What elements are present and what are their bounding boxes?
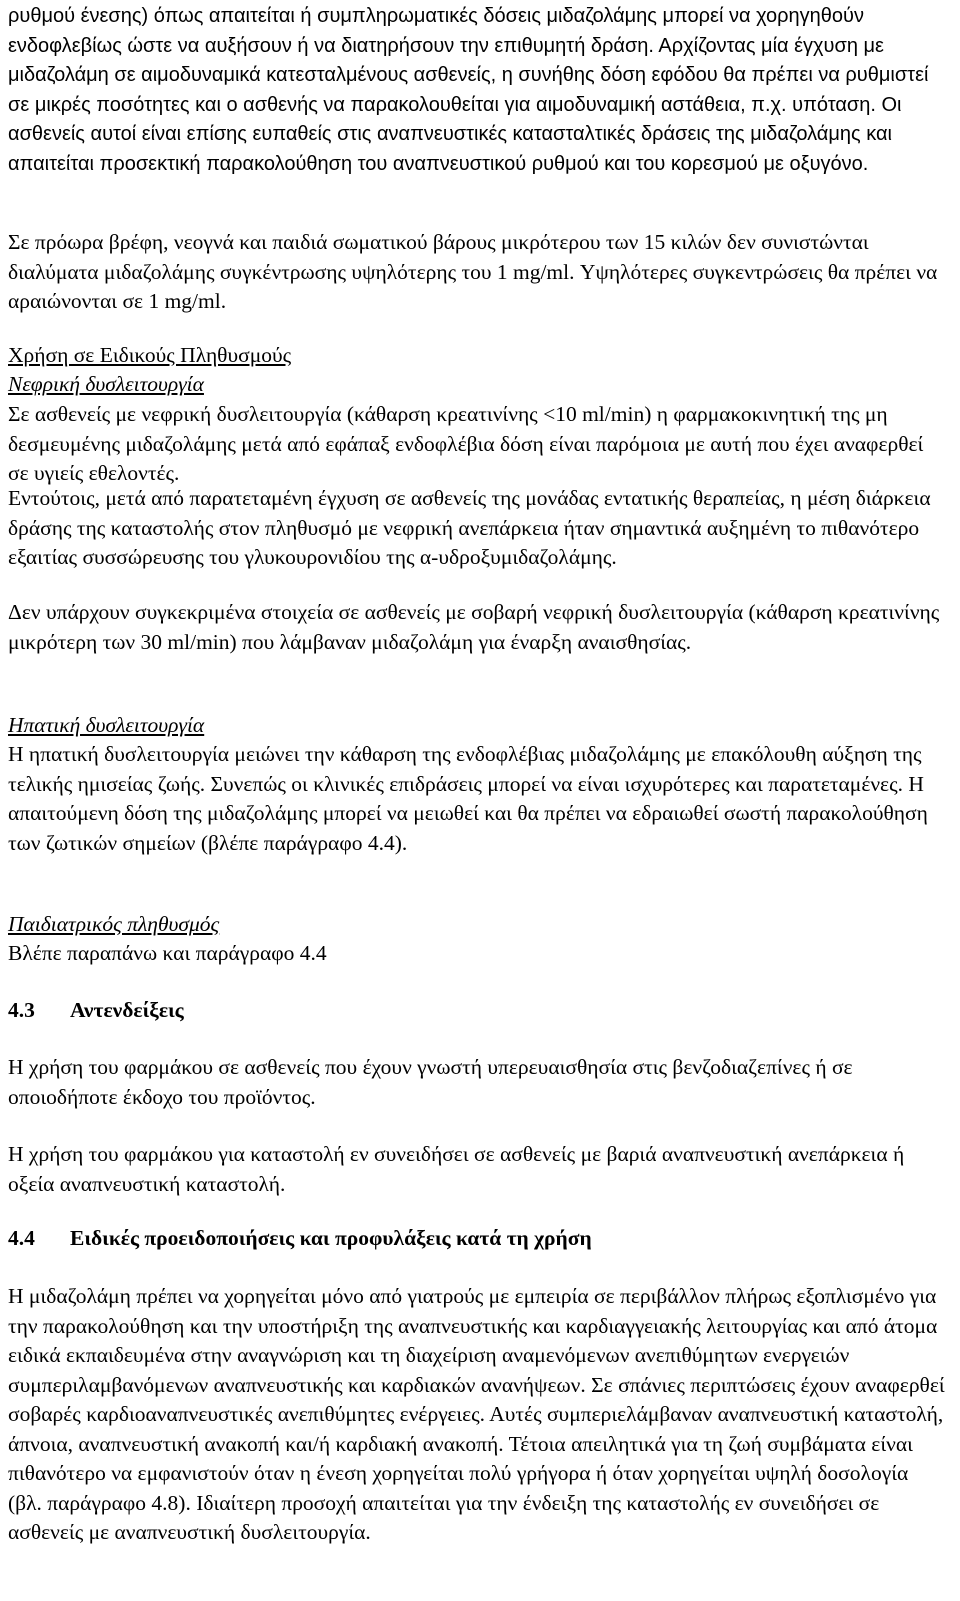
section-4-4-title: Ειδικές προειδοποιήσεις και προφυλάξεις κατά τη χρήση [70, 1226, 592, 1250]
section-4-3-title: Αντενδείξεις [70, 998, 184, 1022]
section-4-4-number: 4.4 [8, 1226, 35, 1250]
contraindications-paragraph-2: Η χρήση του φαρμάκου για καταστολή εν συνειδήσει σε ασθενείς με βαριά αναπνευστική ανεπάρκεια ή οξεία αναπνευστική καταστολή. [8, 1142, 905, 1196]
renal-paragraph-1: Σε ασθενείς με νεφρική δυσλειτουργία (κάθαρση κρεατινίνης <10 ml/min) η φαρμακοκινητική της μη δεσμευμένης μιδαζολάμης μετά από εφάπαξ ενδοφλέβια δόση είναι παρόμοια με αυτή που έχει αναφερθεί σε υγιείς εθελοντές. [8, 402, 924, 485]
hepatic-impairment-heading: Ηπατική δυσλειτουργία [8, 713, 205, 737]
hepatic-paragraph: Η ηπατική δυσλειτουργία μειώνει την κάθαρση της ενδοφλέβιας μιδαζολάμης με επακόλουθη αύξηση της τελικής ημισείας ζωής. Συνεπώς οι κλινικές επιδράσεις μπορεί να είναι ισχυρότερες και παρατεταμένες. Η απαιτούμενη δόση της μιδαζολάμης μπορεί να μειωθεί και θα πρέπει να εδραιωθεί σωστή παρακολούθηση των ζωτικών σημείων (βλέπε παράγραφο 4.4). [8, 742, 928, 855]
renal-paragraph-3: Δεν υπάρχουν συγκεκριμένα στοιχεία σε ασθενείς με σοβαρή νεφρική δυσλειτουργία (κάθαρση κρεατινίνης μικρότερη των 30 ml/min) που λάμβαναν μιδαζολάμη για έναρξη αναισθησίας. [8, 600, 940, 654]
section-4-3-number: 4.3 [8, 998, 35, 1022]
pediatric-paragraph: Βλέπε παραπάνω και παράγραφο 4.4 [8, 941, 327, 965]
section-4-4-heading [8, 1224, 592, 1254]
warnings-paragraph: Η μιδαζολάμη πρέπει να χορηγείται μόνο από γιατρούς με εμπειρία σε περιβάλλον πλήρως εξοπλισμένο για την παρακολούθηση και την υποστήριξη της αναπνευστικής και καρδιαγγειακής λειτουργίας και από άτομα ειδικά εκπαιδευμένα στην αναγνώριση και τη διαχείριση αναμενόμενων ανεπιθύμητων ενεργειών συμπεριλαμβανόμενων αναπνευστικής και καρδιακών ανανήψεων. Σε σπάνιες περιπτώσεις έχουν αναφερθεί σοβαρές καρδιοαναπνευστικές ανεπιθύμητες ενέργειες. Αυτές συμπεριελάμβαναν αναπνευστική καταστολή, άπνοια, αναπνευστική ανακοπή και/ή καρδιακή ανακοπή. Τέτοια απειλητικά για τη ζωή συμβάματα είναι πιθανότερο να εμφανιστούν όταν η ένεση χορηγείται πολύ γρήγορα ή όταν χορηγείται υψηλή δοσολογία (βλ. παράγραφο 4.8). Ιδιαίτερη προσοχή απαιτείται για την ένδειξη της καταστολής εν συνειδήσει σε ασθενείς με αναπνευστική δυσλειτουργία. [8, 1284, 945, 1544]
renal-impairment-heading: Νεφρική δυσλειτουργία [8, 372, 204, 396]
special-populations-heading: Χρήση σε Ειδικούς Πληθυσμούς [8, 343, 292, 367]
pediatric-population-heading: Παιδιατρικός πληθυσμός [8, 912, 220, 936]
section-4-3-heading [8, 996, 184, 1026]
intro-paragraph: ρυθμού ένεσης) όπως απαιτείται ή συμπληρωματικές δόσεις μιδαζολάμης μπορεί να χορηγηθούν ενδοφλεβίως ώστε να αυξήσουν ή να διατηρήσουν την επιθυμητή δράση. Αρχίζοντας μία έγχυση με μιδαζολάμη σε αιμοδυναμικά κατεσταλμένους ασθενείς, η συνήθης δόση εφόδου θα πρέπει να ρυθμιστεί σε μικρές ποσότητες και ο ασθενής να παρακολουθείται για αιμοδυναμική αστάθεια, π.χ. υπόταση. Οι ασθενείς αυτοί είναι επίσης ευπαθείς στις αναπνευστικές κατασταλτικές δράσεις της μιδαζολάμης και απαιτείται προσεκτική παρακολούθηση του αναπνευστικού ρυθμού και του κορεσμού με οξυγόνο. [8, 5, 929, 175]
contraindications-paragraph-1: Η χρήση του φαρμάκου σε ασθενείς που έχουν γνωστή υπερευαισθησία στις βενζοδιαζεπίνες ή σε οποιοδήποτε έκδοχο του προϊόντος. [8, 1055, 853, 1109]
infants-paragraph: Σε πρόωρα βρέφη, νεογνά και παιδιά σωματικού βάρους μικρότερου των 15 κιλών δεν συνιστώνται διαλύματα μιδαζολάμης συγκέντρωσης υψηλότερης του 1 mg/ml. Υψηλότερες συγκεντρώσεις θα πρέπει να αραιώνονται σε 1 mg/ml. [8, 230, 938, 313]
renal-paragraph-2: Εντούτοις, μετά από παρατεταμένη έγχυση σε ασθενείς της μονάδας εντατικής θεραπείας, η μέση διάρκεια δράσης της καταστολής στον πληθυσμό με νεφρική ανεπάρκεια ήταν σημαντικά αυξημένη το πιθανότερο εξαιτίας συσσώρευσης του γλυκουρονιδίου της α-υδροξυμιδαζολάμης. [8, 486, 931, 569]
